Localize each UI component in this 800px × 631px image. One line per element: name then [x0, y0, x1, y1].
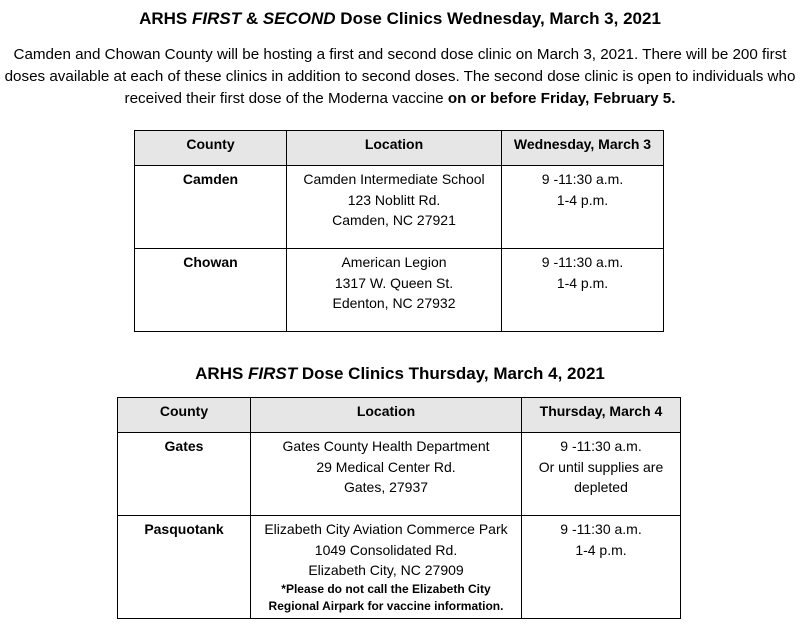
location-line: American Legion	[341, 254, 447, 270]
time-line: depleted	[574, 479, 628, 495]
location-line: Edenton, NC 27932	[332, 295, 456, 311]
title-first: FIRST	[191, 9, 242, 28]
time-line: 9 -11:30 a.m.	[560, 521, 642, 537]
time-line: 1-4 p.m.	[575, 541, 627, 558]
location-cell	[251, 433, 522, 516]
header-location: Location	[251, 398, 522, 433]
location-line: 123 Noblitt Rd.	[347, 191, 441, 208]
time-line: 1-4 p.m.	[556, 274, 609, 291]
county-cell: Camden	[135, 166, 287, 249]
location-cell	[287, 249, 502, 332]
title-amp: &	[241, 9, 263, 28]
table-row	[135, 166, 664, 249]
intro-text: Camden and Chowan County will be hosting a first and second dose clinic on March 3, 2021. There will be 200 first doses available at each of these clinics in addition to second doses. The second dose clinic is open to individuals who received their first dose of the Moderna vaccine	[4, 46, 796, 107]
thursday-clinic-table	[117, 397, 681, 619]
time-line: 1-4 p.m.	[556, 191, 609, 208]
times-cell	[502, 166, 664, 249]
title-prefix: ARHS	[195, 364, 249, 383]
location-line: 1317 W. Queen St.	[334, 274, 454, 291]
times-cell	[502, 249, 664, 332]
location-line: 29 Medical Center Rd.	[316, 458, 456, 475]
location-line: Camden Intermediate School	[303, 171, 485, 187]
time-line: 9 -11:30 a.m.	[541, 254, 624, 270]
location-line: Elizabeth City, NC 27909	[308, 562, 464, 578]
location-note: *Please do not call the Elizabeth City	[281, 581, 491, 596]
table-row	[135, 249, 664, 332]
time-line: 9 -11:30 a.m.	[560, 438, 642, 454]
title-first: FIRST	[248, 364, 298, 383]
location-cell	[287, 166, 502, 249]
county-cell: Pasquotank	[118, 516, 251, 619]
section1-title	[0, 9, 800, 29]
location-line: 1049 Consolidated Rd.	[314, 541, 458, 558]
title-suffix: Dose Clinics Wednesday, March 3, 2021	[335, 9, 661, 28]
location-line: Camden, NC 27921	[332, 212, 456, 228]
title-prefix: ARHS	[139, 9, 192, 28]
county-cell: Gates	[118, 433, 251, 516]
header-county: County	[135, 131, 287, 166]
intro-bold: on or before Friday, February 5.	[447, 90, 676, 107]
header-location: Location	[287, 131, 502, 166]
title-second: SECOND	[262, 9, 336, 28]
section2-title	[0, 364, 800, 384]
location-line: Elizabeth City Aviation Commerce Park	[264, 521, 508, 537]
county-cell: Chowan	[135, 249, 287, 332]
location-cell	[251, 516, 522, 619]
time-line: Or until supplies are	[538, 458, 664, 475]
location-note: Regional Airpark for vaccine information.	[268, 598, 504, 613]
intro-paragraph	[4, 44, 796, 110]
table-row	[118, 433, 681, 516]
header-county: County	[118, 398, 251, 433]
table-row	[118, 516, 681, 619]
header-date: Wednesday, March 3	[502, 131, 664, 166]
header-date: Thursday, March 4	[522, 398, 681, 433]
table-header-row	[135, 131, 664, 166]
table-header-row	[118, 398, 681, 433]
time-line: 9 -11:30 a.m.	[541, 171, 624, 187]
location-line: Gates County Health Department	[282, 438, 490, 454]
title-suffix: Dose Clinics Thursday, March 4, 2021	[297, 364, 605, 383]
location-line: Gates, 27937	[343, 479, 429, 495]
times-cell	[522, 516, 681, 619]
times-cell	[522, 433, 681, 516]
wednesday-clinic-table	[134, 130, 664, 332]
